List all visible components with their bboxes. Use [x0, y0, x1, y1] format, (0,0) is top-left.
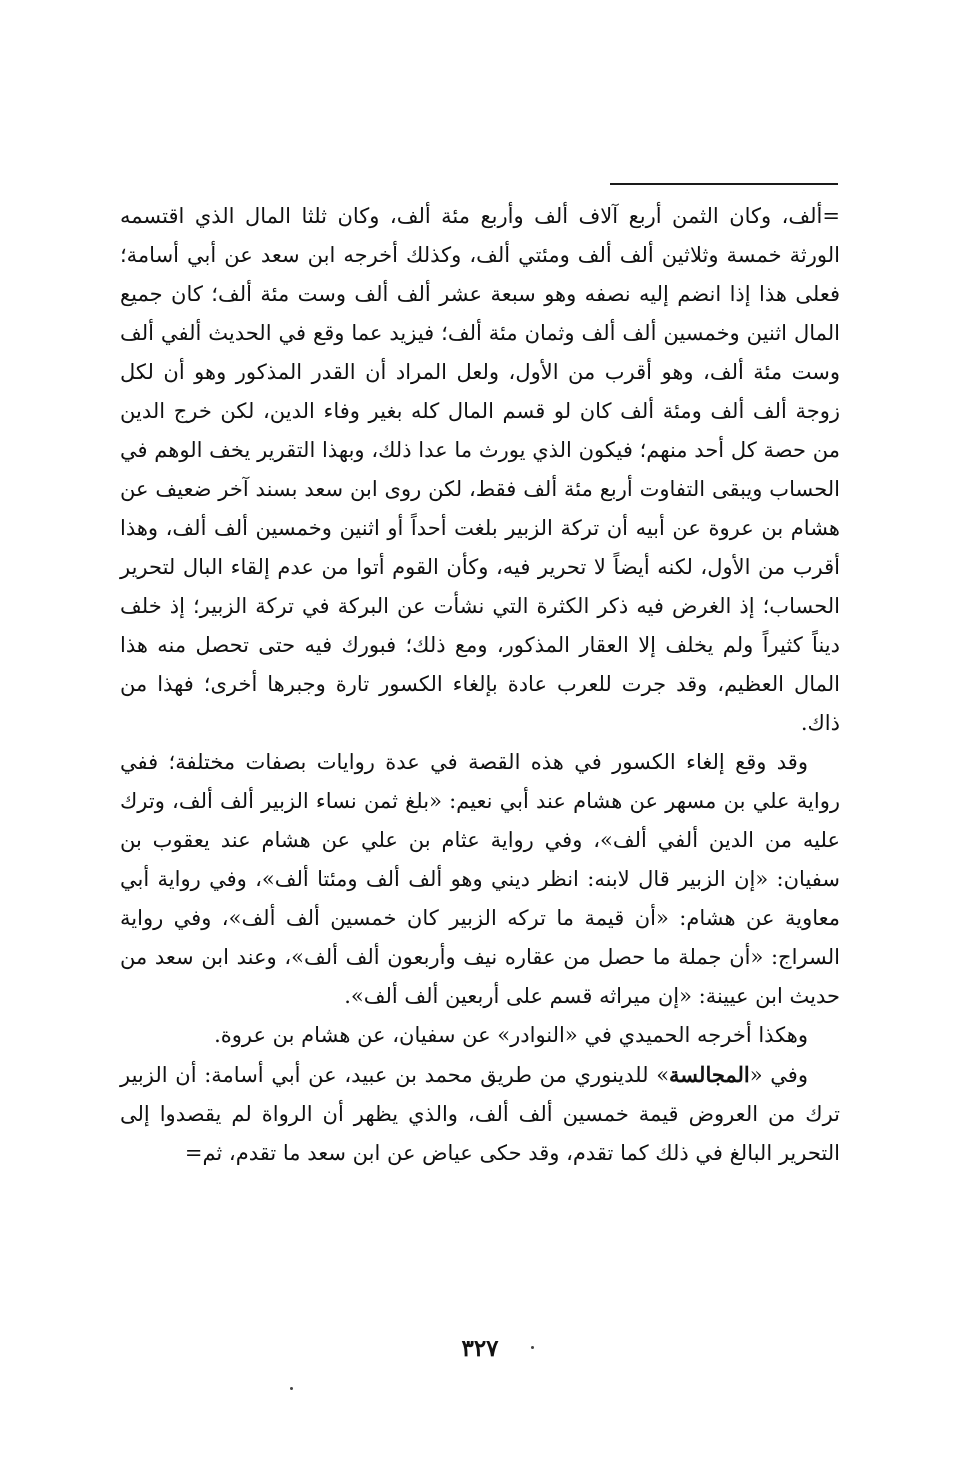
paragraph-4-lead: وفي « [749, 1063, 808, 1087]
footnote-paragraph-2: وقد وقع إلغاء الكسور في هذه القصة في عدة روايات بصفات مختلفة؛ ففي رواية علي بن مسهر عن هشام عند أبي نعيم: «بلغ ثمن نساء الزبير ألف ألف، وترك عليه من الدين ألفي ألف»، وفي رواية عثام بن علي عن هشام عند يعقوب بن سفيان: «إن الزبير قال لابنه: انظر ديني وهو ألف ألف ومئتا ألف»، وفي رواية أبي معاوية عن هشام: «أن قيمة ما تركه الزبير كان خمسين ألف ألف»، وفي رواية السراج: «أن جملة ما حصل من عقاره نيف وأربعون ألف ألف»، وعند ابن سعد من حديث ابن عيينة: «إن ميراثه قسم على أربعين ألف ألف». [120, 750, 840, 1008]
footnote-text-block [120, 197, 840, 1173]
footnote-separator-rule [610, 183, 838, 185]
footnote-paragraph-1: =ألف، وكان الثمن أربع آلاف ألف وأربع مئة ألف، وكان ثلثا المال الذي اقتسمه الورثة خمسة وثلاثين ألف ألف ومئتي ألف، وكذلك أخرجه ابن سعد عن أبي أسامة؛ فعلى هذا إذا انضم إليه نصفه وهو سبعة عشر ألف ألف وست مئة ألف؛ كان جميع المال اثنين وخمسين ألف ألف وثمان مئة ألف؛ فيزيد عما وقع في الحديث ألفي ألف وست مئة ألف، وهو أقرب من الأول، ولعل المراد أن القدر المذكور وهو أن لكل زوجة ألف ألف ومئة ألف كان لو قسم المال كله بغير وفاء الدين، لكن خرج الدين من حصة كل أحد منهم؛ فيكون الذي يورث ما عدا ذلك، وبهذا التقرير يخف الوهم في الحساب ويبقى التفاوت أربع مئة ألف فقط، لكن روى ابن سعد بسند آخر ضعيف عن هشام بن عروة عن أبيه أن تركة الزبير بلغت أحداً أو اثنين وخمسين ألف ألف، وهذا أقرب من الأول، لكنه أيضاً لا تحرير فيه، وكأن القوم أتوا من عدم إلقاء البال لتحرير الحساب؛ إذ الغرض فيه ذكر الكثرة التي نشأت عن البركة في تركة الزبير؛ إذ خلف ديناً كثيراً ولم يخلف إلا العقار المذكور، ومع ذلك؛ فبورك فيه حتى تحصل منه هذا المال العظيم، وقد جرت للعرب عادة بإلغاء الكسور تارة وجبرها أخرى؛ فهذا من ذاك. [120, 204, 840, 735]
footnote-paragraph-3: وهكذا أخرجه الحميدي في «النوادر» عن سفيان، عن هشام بن عروة. [214, 1023, 808, 1047]
footnote-paragraph-4 [120, 1055, 840, 1173]
book-title-bold: المجالسة [669, 1062, 750, 1087]
paragraph-4-rest: » للدينوري من طريق محمد بن عبيد، عن أبي أسامة: أن الزبير ترك من العروض قيمة خمسين ألف ألف، والذي يظهر أن الرواة لم يقصدوا إلى التحرير البالغ في ذلك كما تقدم، وقد حكى عياض عن ابن سعد ما تقدم، ثم= [120, 1063, 840, 1165]
scan-speck [531, 1346, 534, 1349]
scan-speck [290, 1387, 293, 1390]
page-number: ٣٢٧ [461, 1335, 499, 1362]
